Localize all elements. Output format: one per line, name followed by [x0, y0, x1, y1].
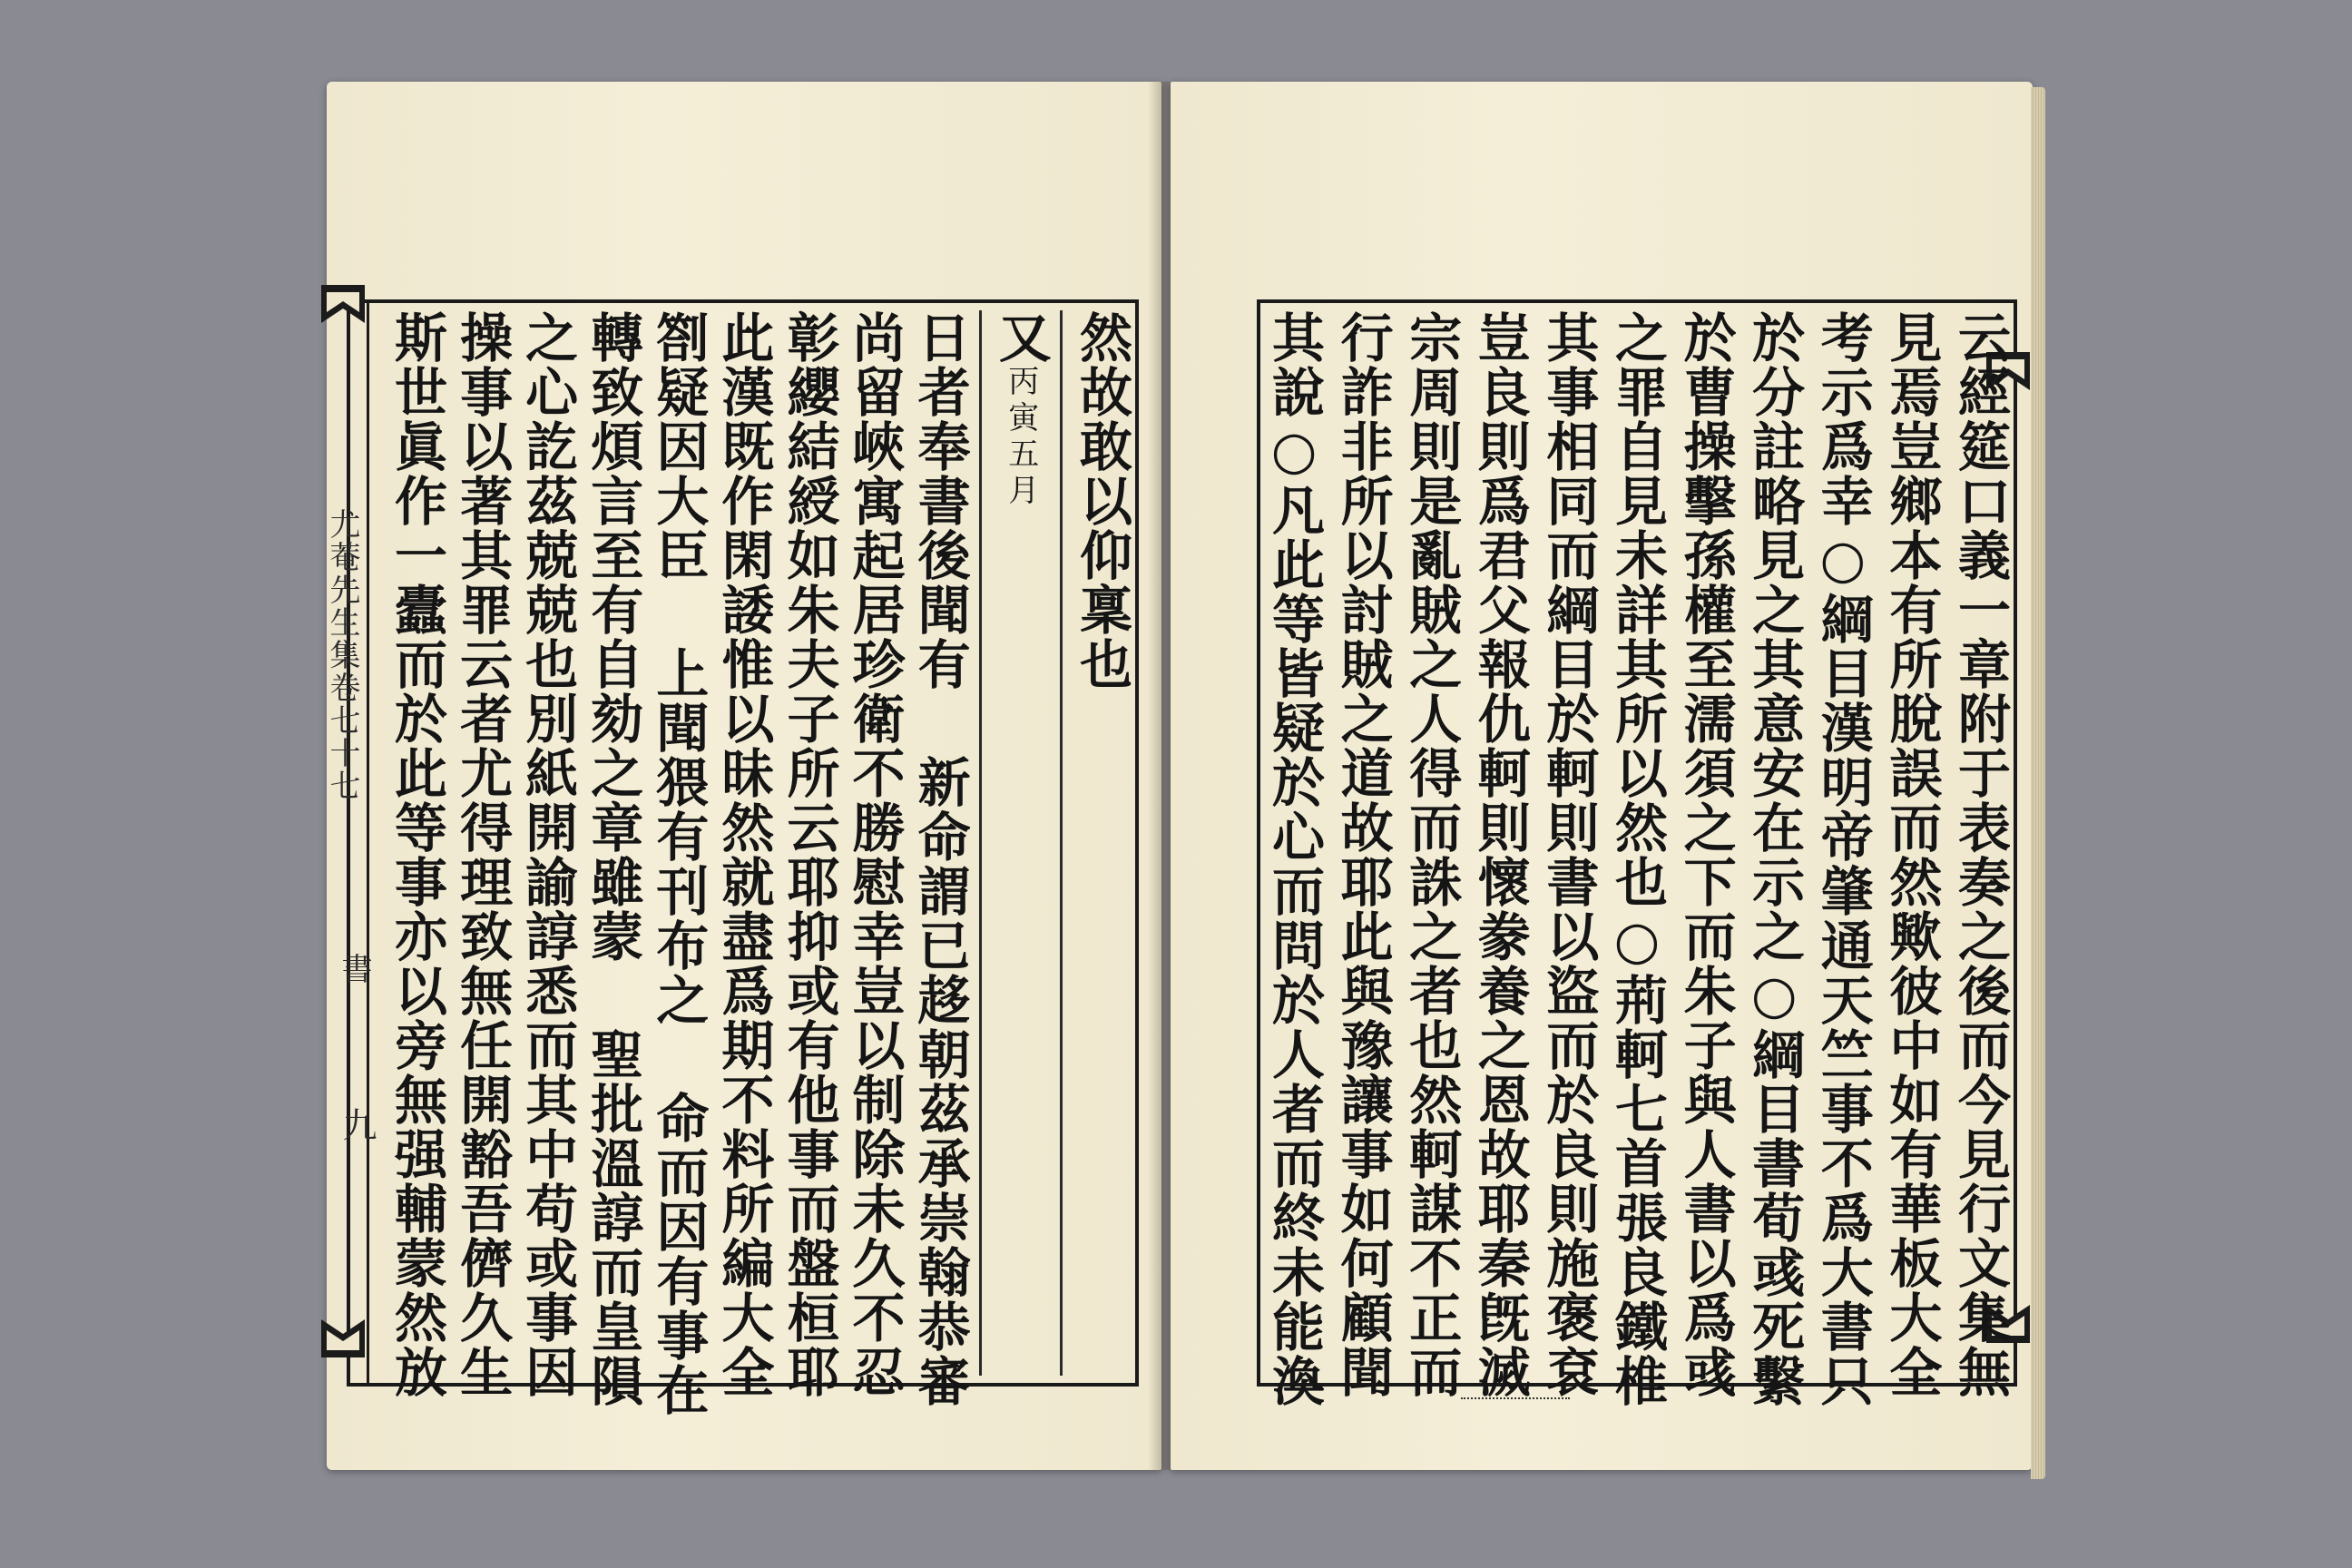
- fishtail-lower-icon: [318, 1316, 368, 1361]
- text-column: 彰纓結綬如朱夫子所云耶抑或有他事而盤桓耶: [778, 310, 840, 1399]
- text-column: 見焉豈鄉本有所脫誤而然歟彼中如有華板大全: [1880, 310, 1943, 1399]
- text-column: 考示爲幸○綱目漢明帝肇通天竺事不爲大書只: [1811, 310, 1874, 1408]
- text-column: 其說○凡此等皆疑於心而問於人者而終未能渙: [1263, 310, 1325, 1408]
- left-text-columns: [386, 310, 1132, 1417]
- collection-title: 尤菴先生集卷七十七: [324, 508, 360, 802]
- center-fold-column: [324, 299, 377, 1387]
- page-number: 九: [337, 1107, 377, 1142]
- column-rule: [1060, 310, 1063, 1376]
- text-column: 劄疑因大臣 上聞猥有刊布之 命而因有事在: [647, 310, 710, 1417]
- text-column: 宗周則是亂賊之人得而誅之者也然軻謀不正而: [1400, 310, 1463, 1399]
- text-column: 云經筵口義一章附于表奏之後而今見行文集無: [1948, 310, 2011, 1399]
- right-text-frame: [1257, 299, 2017, 1408]
- text-column: 操事以著其罪云者尤得理致無任開豁吾儕久生: [451, 310, 514, 1399]
- text-column: 轉致煩言至有自劾之章雖蒙 聖批溫諄而皇隕: [582, 310, 644, 1408]
- open-book: [324, 73, 2033, 1479]
- text-column: 行詐非所以討賊之道故耶此與豫讓事如何顧聞: [1331, 310, 1394, 1399]
- left-text-frame: [324, 299, 1139, 1417]
- text-column: 豈良則爲君父報仇軻則懷豢養之恩故耶秦旣滅: [1468, 310, 1531, 1399]
- page-edges: [2031, 87, 2045, 1479]
- left-page: [324, 82, 1161, 1470]
- paper-blemish: [1461, 1397, 1570, 1408]
- text-column: 之罪自見未詳其所以然也○荊軻七首張良鐵椎: [1605, 310, 1668, 1408]
- text-column: 其事相同而綱目於軻則書以盜而於良則施褒袞: [1537, 310, 1600, 1399]
- right-page: [1171, 82, 2033, 1470]
- text-column: 於分註略見之其意安在示之○綱目書荀彧死繫: [1743, 310, 1806, 1408]
- column-rule: [979, 310, 982, 1376]
- text-column: 日者奉書後聞有 新命謂已趍朝茲承崇翰恭審: [908, 310, 971, 1408]
- text-column: 之心訖茲兢兢也別紙開諭諄悉而其中苟或事因: [516, 310, 579, 1399]
- text-column: 斯世眞作一蠹而於此等事亦以旁無强輔蒙然放: [386, 310, 447, 1399]
- chapter-label: 書: [336, 953, 372, 984]
- date-note: 丙寅五月: [1002, 365, 1039, 510]
- heading-char: 又: [989, 310, 1052, 365]
- text-column: [989, 310, 1052, 1376]
- fishtail-upper-icon: [318, 281, 368, 327]
- text-column: 然故敢以仰稟也: [1070, 310, 1132, 691]
- text-column: 此漢既作閑諉惟以昧然就盡爲期不料所編大全: [712, 310, 775, 1399]
- text-column: 於曹操擊孫權至濡須之下而朱子與人書以爲彧: [1674, 310, 1737, 1399]
- right-text-columns: [1263, 310, 2011, 1408]
- text-column: 尚留峽寓起居珍衛不勝慰幸豈以制除未久不忍: [843, 310, 906, 1399]
